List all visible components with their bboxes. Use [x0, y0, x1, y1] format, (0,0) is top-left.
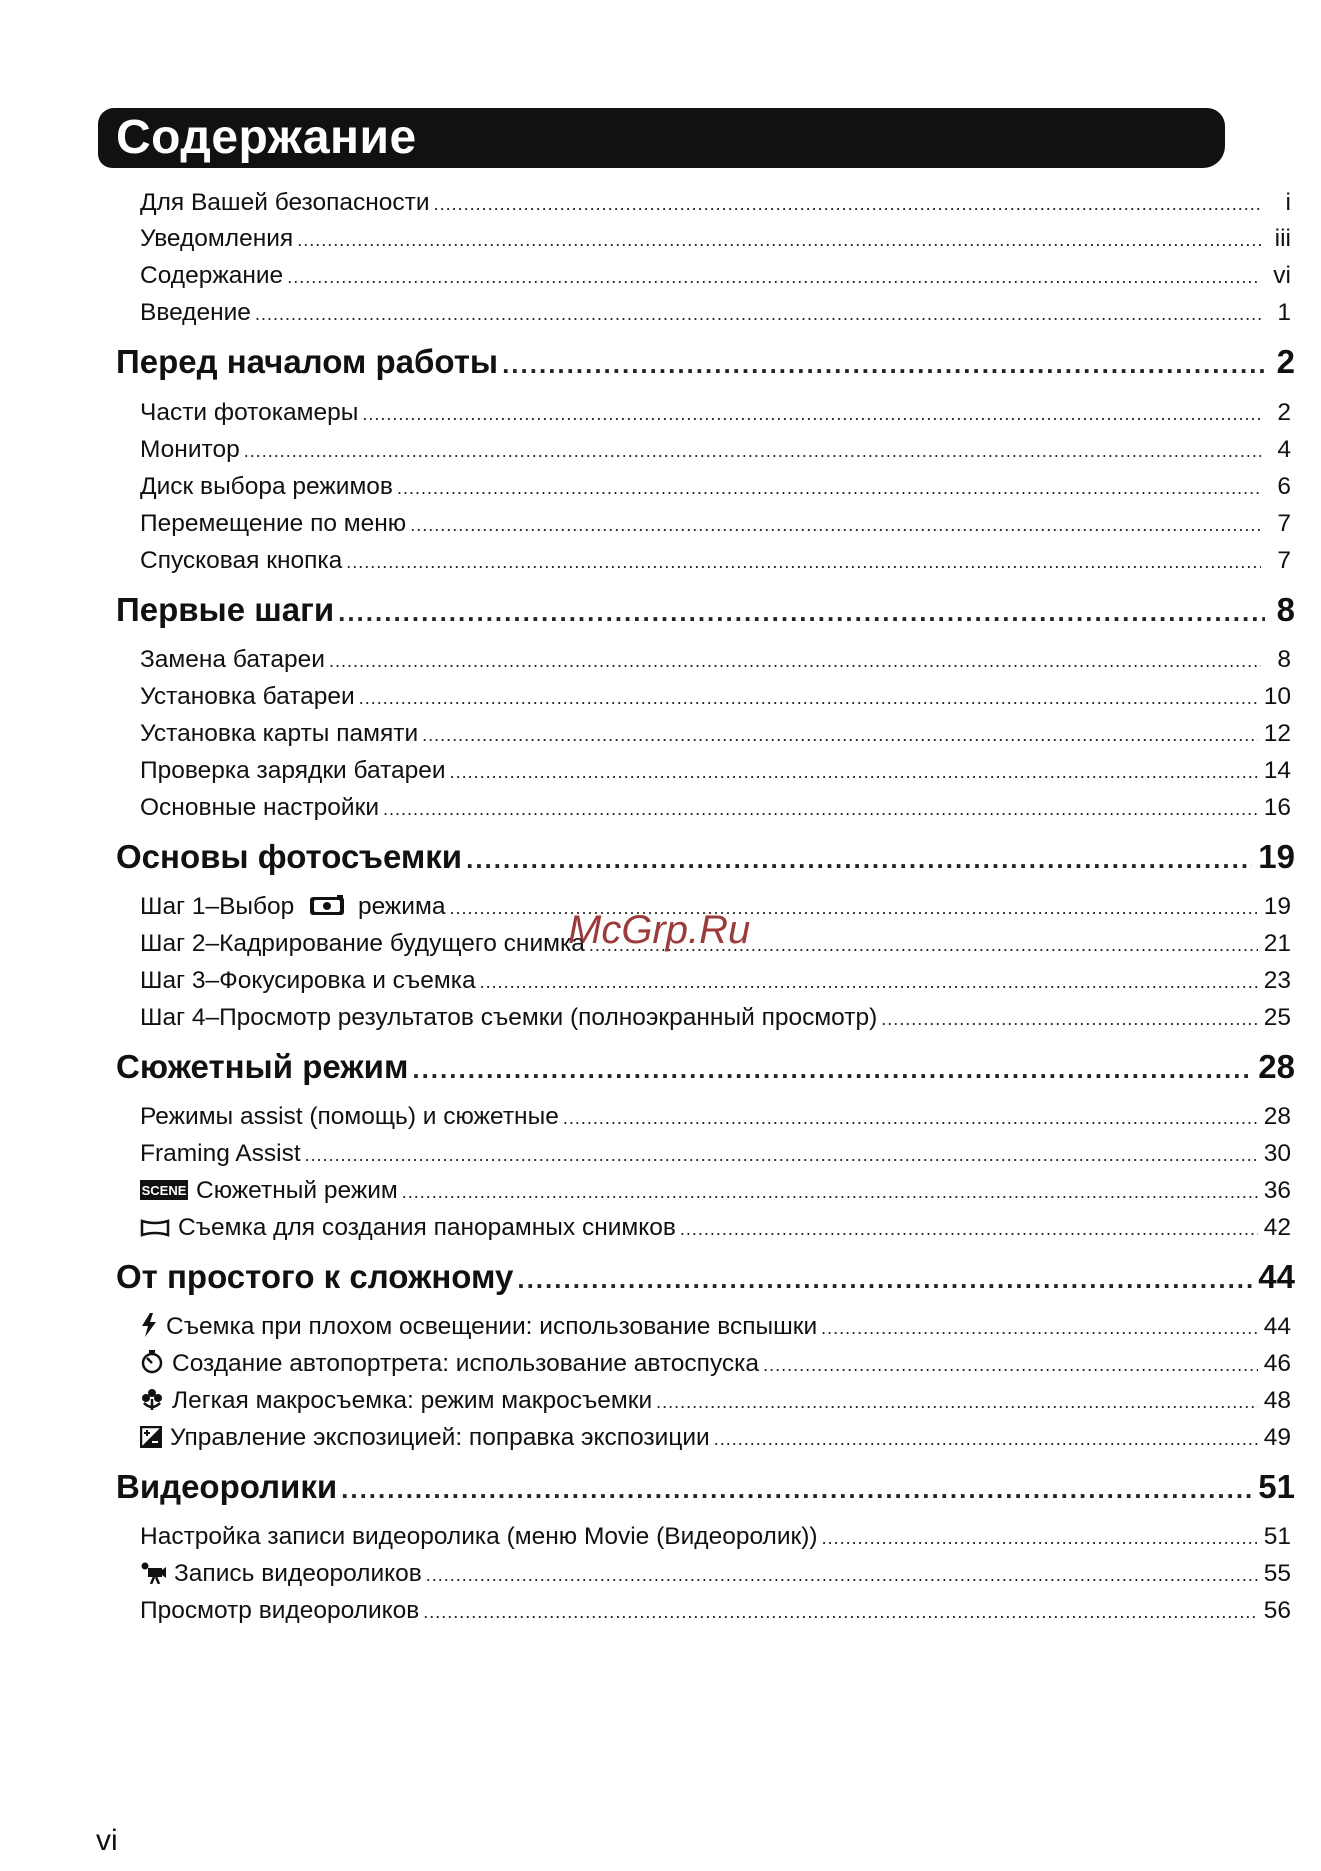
- toc-section-page: 44: [1258, 1258, 1295, 1295]
- leader-dots: [881, 1002, 1257, 1036]
- toc-entry-label: Перемещение по меню: [140, 510, 407, 537]
- toc-entry[interactable]: [140, 433, 1291, 467]
- toc-entry-page: 49: [1263, 1424, 1291, 1451]
- toc-section-label: Первые шаги: [116, 591, 335, 628]
- leader-dots: [466, 837, 1252, 881]
- toc-entry-label: Диск выбора режимов: [140, 473, 393, 500]
- leader-dots: [305, 1138, 1258, 1172]
- camera-auto-icon: [309, 895, 345, 917]
- toc-entry-label: Шаг 4–Просмотр результатов съемки (полноэкранный просмотр): [140, 1004, 878, 1031]
- toc-entry[interactable]: [140, 1310, 1291, 1344]
- toc-entry-label: Для Вашей безопасности: [140, 189, 430, 216]
- watermark: McGrp.Ru: [568, 908, 751, 952]
- leader-dots: [426, 1558, 1258, 1592]
- toc-entry-page: 16: [1263, 794, 1291, 821]
- toc-entry-label-text: Легкая макросъемка: режим макросъемки: [172, 1387, 653, 1414]
- toc-section-label: Видеоролики: [116, 1468, 338, 1505]
- toc-entry-label-part: режима: [357, 893, 446, 920]
- toc-entry-label: [140, 1384, 652, 1418]
- toc-section-page: 51: [1258, 1468, 1295, 1505]
- toc-entry[interactable]: [140, 1100, 1291, 1134]
- toc-entry-label: Шаг 2–Кадрирование будущего снимка: [140, 930, 585, 957]
- toc-entry-page: 12: [1263, 720, 1291, 747]
- toc-entry[interactable]: [140, 259, 1291, 293]
- toc-entry-label: Спусковая кнопка: [140, 547, 343, 574]
- toc-entry-page: i: [1285, 189, 1291, 216]
- toc-entry[interactable]: [140, 544, 1291, 578]
- leader-dots: [656, 1385, 1258, 1419]
- toc-entry[interactable]: [140, 1174, 1291, 1208]
- toc-entry-page: 28: [1263, 1103, 1291, 1130]
- toc-entry-page: 1: [1277, 299, 1291, 326]
- toc-entry-page: 10: [1263, 683, 1291, 710]
- toc-entry[interactable]: [140, 680, 1291, 714]
- toc-entry-label: [140, 890, 445, 924]
- flash-icon: [140, 1313, 158, 1337]
- toc-entry-label: Уведомления: [140, 225, 294, 252]
- leader-dots: [338, 590, 1265, 634]
- toc-entry[interactable]: [140, 1384, 1291, 1418]
- toc-section-page: 8: [1276, 591, 1295, 628]
- leader-dots: [517, 1257, 1252, 1301]
- toc-entry-page: 42: [1263, 1214, 1291, 1241]
- toc-entry-label-text: Создание автопортрета: использование автоспуска: [172, 1350, 760, 1377]
- toc-entry[interactable]: [140, 754, 1291, 788]
- self-timer-icon: [140, 1350, 164, 1374]
- leader-dots: [346, 545, 1261, 579]
- toc-entry-page: 23: [1263, 967, 1291, 994]
- toc-entry-label: Настройка записи видеоролика (меню Movie (Видеоролик)): [140, 1523, 818, 1550]
- scene-icon: [140, 1179, 188, 1201]
- toc-entry-label-text: Сюжетный режим: [196, 1177, 398, 1204]
- leader-dots: [563, 1101, 1258, 1135]
- toc-section-label: Основы фотосъемки: [116, 838, 463, 875]
- toc-entry-label: Основные настройки: [140, 794, 380, 821]
- leader-dots: [422, 718, 1258, 752]
- leader-dots: [410, 508, 1261, 542]
- toc-entry[interactable]: [140, 470, 1291, 504]
- leader-dots: [822, 1521, 1258, 1555]
- toc-entry-page: 14: [1263, 757, 1291, 784]
- toc-entry[interactable]: [140, 1137, 1291, 1171]
- movie-camera-icon: [140, 1562, 166, 1584]
- toc-entry-label: [140, 1557, 422, 1591]
- svg-text:SCENE: SCENE: [141, 1183, 187, 1198]
- toc-entry-page: 4: [1277, 436, 1291, 463]
- leader-dots: [359, 681, 1258, 715]
- leader-dots: [329, 644, 1261, 678]
- toc-entry-label-text: Съемка для создания панорамных снимков: [178, 1214, 676, 1241]
- leader-dots: [397, 471, 1261, 505]
- toc-entry[interactable]: [140, 1211, 1291, 1245]
- toc-entry-label: Framing Assist: [140, 1140, 301, 1167]
- toc-section-label: От простого к сложному: [116, 1258, 514, 1295]
- exposure-compensation-icon: [140, 1426, 162, 1448]
- toc-section-page: 28: [1258, 1048, 1295, 1085]
- leader-dots: [450, 755, 1258, 789]
- toc-entry-page: 46: [1263, 1350, 1291, 1377]
- toc-entry[interactable]: [140, 222, 1291, 256]
- toc-entry-page: 8: [1277, 646, 1291, 673]
- leader-dots: [383, 792, 1258, 826]
- toc-entry-label: [140, 1421, 710, 1455]
- leader-dots: [680, 1212, 1258, 1246]
- toc-entry[interactable]: [140, 296, 1291, 330]
- page-title: Содержание: [116, 111, 417, 164]
- toc-entry-page: 2: [1277, 399, 1291, 426]
- toc-entry-label: Режимы assist (помощь) и сюжетные: [140, 1103, 559, 1130]
- leader-dots: [402, 1175, 1258, 1209]
- toc-section-label: Перед началом работы: [116, 343, 499, 380]
- leader-dots: [297, 223, 1261, 257]
- toc-entry[interactable]: [140, 643, 1291, 677]
- toc-section[interactable]: [116, 1465, 1295, 1509]
- leader-dots: [480, 965, 1258, 999]
- toc-entry[interactable]: [140, 186, 1291, 220]
- toc-entry[interactable]: [140, 1520, 1291, 1554]
- toc-entry-label: Шаг 3–Фокусировка и съемка: [140, 967, 476, 994]
- toc-section[interactable]: [116, 1255, 1295, 1299]
- toc-entry-label-text: Управление экспозицией: поправка экспозиции: [170, 1424, 710, 1451]
- toc-entry[interactable]: [140, 1594, 1291, 1628]
- toc-entry-label-text: Съемка при плохом освещении: использование вспышки: [166, 1313, 818, 1340]
- leader-dots: [244, 434, 1261, 468]
- leader-dots: [763, 1348, 1258, 1382]
- toc-entry-page: 44: [1263, 1313, 1291, 1340]
- toc-entry-page: 51: [1263, 1523, 1291, 1550]
- toc-entry-label: Установка карты памяти: [140, 720, 419, 747]
- toc-entry-label: Монитор: [140, 436, 240, 463]
- toc-entry[interactable]: [140, 507, 1291, 541]
- toc-entry-page: 30: [1263, 1140, 1291, 1167]
- leader-dots: [287, 260, 1261, 294]
- toc-entry-label: Установка батареи: [140, 683, 355, 710]
- toc-section[interactable]: [116, 588, 1295, 632]
- toc-entry-page: vi: [1273, 262, 1291, 289]
- toc-entry-page: 36: [1263, 1177, 1291, 1204]
- toc-entry-label: [140, 1211, 676, 1245]
- toc-entry-page: 7: [1277, 510, 1291, 537]
- toc-entry-label: [140, 1174, 398, 1208]
- leader-dots: [341, 1467, 1252, 1511]
- toc-entry-label-part: Шаг 1–Выбор: [140, 893, 295, 920]
- toc-entry-label: Содержание: [140, 262, 284, 289]
- toc-entry-page: 55: [1263, 1560, 1291, 1587]
- leader-dots: [412, 1047, 1252, 1091]
- leader-dots: [502, 342, 1265, 386]
- toc-entry-label: Проверка зарядки батареи: [140, 757, 446, 784]
- toc-entry[interactable]: [140, 964, 1291, 998]
- toc-section[interactable]: [116, 835, 1295, 879]
- leader-dots: [434, 187, 1261, 221]
- toc-entry-label: [140, 1310, 817, 1344]
- toc-entry-page: 25: [1263, 1004, 1291, 1031]
- toc-entry-page: 56: [1263, 1597, 1291, 1624]
- macro-icon: [140, 1387, 164, 1411]
- leader-dots: [362, 397, 1261, 431]
- toc-section[interactable]: [116, 340, 1295, 384]
- panorama-icon: [140, 1218, 170, 1238]
- toc-entry-label: Части фотокамеры: [140, 399, 359, 426]
- toc-entry[interactable]: [140, 1347, 1291, 1381]
- leader-dots: [255, 297, 1261, 331]
- toc-entry[interactable]: [140, 1001, 1291, 1035]
- toc-entry[interactable]: [140, 1421, 1291, 1455]
- toc-entry-page: 7: [1277, 547, 1291, 574]
- toc-entry-label: [140, 1347, 759, 1381]
- leader-dots: [423, 1595, 1257, 1629]
- toc-entry-page: 48: [1263, 1387, 1291, 1414]
- toc-entry-label: Введение: [140, 299, 251, 326]
- toc-section[interactable]: [116, 1045, 1295, 1089]
- toc-entry-label-text: Запись видеороликов: [174, 1560, 422, 1587]
- toc-entry[interactable]: [140, 1557, 1291, 1591]
- toc-section-page: 2: [1276, 343, 1295, 380]
- toc-entry-page: 19: [1263, 893, 1291, 920]
- toc-entry[interactable]: [140, 791, 1291, 825]
- leader-dots: [821, 1311, 1258, 1345]
- toc-entry[interactable]: [140, 717, 1291, 751]
- leader-dots: [714, 1422, 1258, 1456]
- toc-entry[interactable]: [140, 396, 1291, 430]
- toc-entry-page: 21: [1263, 930, 1291, 957]
- toc-section-label: Сюжетный режим: [116, 1048, 409, 1085]
- toc-entry-page: 6: [1277, 473, 1291, 500]
- page-number: vi: [96, 1824, 118, 1857]
- title-bar: [98, 108, 1225, 168]
- toc-entry-page: iii: [1274, 225, 1291, 252]
- toc-entry-label: Замена батареи: [140, 646, 325, 673]
- toc-entry-label: Просмотр видеороликов: [140, 1597, 420, 1624]
- toc-section-page: 19: [1258, 838, 1295, 875]
